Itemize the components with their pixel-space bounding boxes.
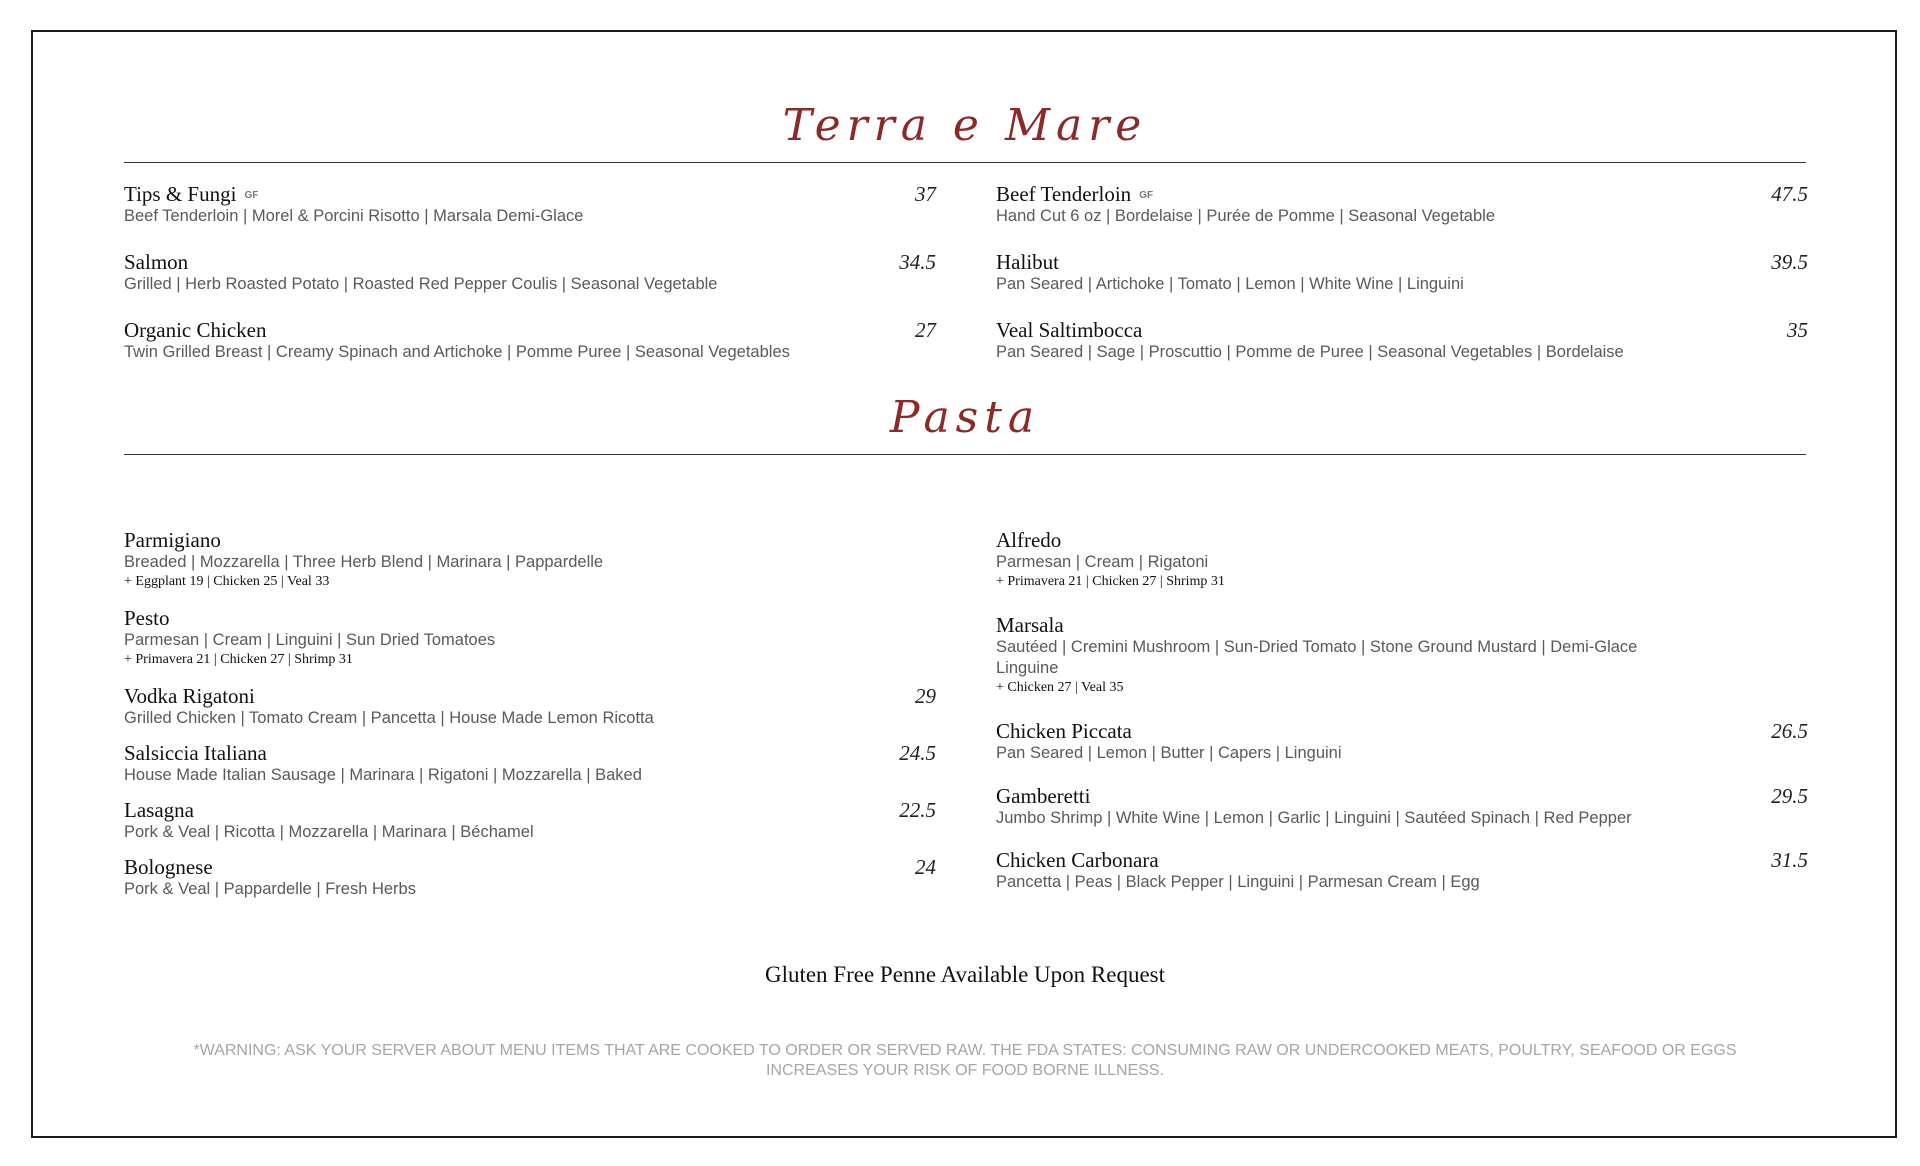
menu-item <box>996 846 1808 893</box>
menu-item <box>996 180 1808 227</box>
menu-item <box>996 526 1808 591</box>
item-price: 47.5 <box>1771 182 1808 206</box>
menu-item <box>996 717 1808 764</box>
item-name: Salmon <box>124 250 189 274</box>
item-price: 31.5 <box>1771 848 1808 872</box>
item-name: Lasagna <box>124 798 194 822</box>
item-name: Marsala <box>996 613 1064 637</box>
item-price: 35 <box>1787 318 1808 342</box>
item-description: Hand Cut 6 oz | Bordelaise | Purée de Pomme | Seasonal Vegetable <box>996 207 1495 225</box>
item-description: Parmesan | Cream | Linguini | Sun Dried Tomatoes <box>124 631 496 649</box>
item-addon-options: + Primavera 21 | Chicken 27 | Shrimp 31 <box>124 652 353 667</box>
menu-item <box>124 604 936 669</box>
item-description: Grilled | Herb Roasted Potato | Roasted Red Pepper Coulis | Seasonal Vegetable <box>124 275 718 293</box>
item-price: 39.5 <box>1771 250 1808 274</box>
item-price: 22.5 <box>899 798 936 822</box>
item-description: Pork & Veal | Pappardelle | Fresh Herbs <box>124 880 416 898</box>
item-name: Halibut <box>996 250 1059 274</box>
item-name: Chicken Piccata <box>996 719 1132 743</box>
item-description-continued: Linguine <box>996 659 1059 677</box>
item-description: Twin Grilled Breast | Creamy Spinach and Artichoke | Pomme Puree | Seasonal Vegetables <box>124 343 790 361</box>
item-price: 24 <box>915 855 936 879</box>
gluten-free-badge: GF <box>244 190 259 201</box>
item-description: Pan Seared | Artichoke | Tomato | Lemon | White Wine | Linguini <box>996 275 1464 293</box>
menu-item <box>124 248 936 295</box>
menu-item <box>124 682 936 729</box>
item-name: Pesto <box>124 606 170 630</box>
menu-item <box>124 180 936 227</box>
item-description: Sautéed | Cremini Mushroom | Sun-Dried Tomato | Stone Ground Mustard | Demi-Glace <box>996 638 1638 656</box>
item-description: Grilled Chicken | Tomato Cream | Pancetta | House Made Lemon Ricotta <box>124 709 654 727</box>
item-description: Beef Tenderloin | Morel & Porcini Risotto | Marsala Demi-Glace <box>124 207 584 225</box>
item-name: Chicken Carbonara <box>996 848 1159 872</box>
item-name: Veal Saltimbocca <box>996 318 1143 342</box>
section-divider-pasta <box>124 454 1806 455</box>
item-price: 26.5 <box>1771 719 1808 743</box>
item-addon-options: + Chicken 27 | Veal 35 <box>996 680 1124 695</box>
item-name: Tips & Fungi <box>124 182 237 206</box>
item-description: Parmesan | Cream | Rigatoni <box>996 553 1209 571</box>
item-description: Breaded | Mozzarella | Three Herb Blend | Marinara | Pappardelle <box>124 553 604 571</box>
menu-item <box>996 782 1808 829</box>
menu-item <box>124 739 936 786</box>
item-price: 29.5 <box>1771 784 1808 808</box>
item-description: Pork & Veal | Ricotta | Mozzarella | Marinara | Béchamel <box>124 823 534 841</box>
item-name: Salsiccia Italiana <box>124 741 267 765</box>
section-divider-terra <box>124 162 1806 163</box>
gluten-free-note: Gluten Free Penne Available Upon Request <box>764 962 1166 987</box>
warning-line-1: *WARNING: ASK YOUR SERVER ABOUT MENU ITEMS THAT ARE COOKED TO ORDER OR SERVED RAW. THE FDA STATES: CONSUMING RAW OR UNDERCOOKED MEATS, POULTRY, SEAFOOD OR EGGS <box>193 1042 1737 1059</box>
item-price: 24.5 <box>899 741 936 765</box>
section-title-terra-e-mare: Terra e Mare <box>782 100 1148 151</box>
menu-item <box>124 526 936 591</box>
item-name: Organic Chicken <box>124 318 267 342</box>
item-description: Pan Seared | Lemon | Butter | Capers | Linguini <box>996 744 1342 762</box>
item-description: Jumbo Shrimp | White Wine | Lemon | Garlic | Linguini | Sautéed Spinach | Red Pepper <box>996 809 1632 827</box>
menu-item <box>996 248 1808 295</box>
item-price: 29 <box>915 684 936 708</box>
section-title-pasta: Pasta <box>889 392 1041 443</box>
warning-line-2: INCREASES YOUR RISK OF FOOD BORNE ILLNESS. <box>765 1062 1164 1079</box>
item-price: 37 <box>915 182 936 206</box>
item-addon-options: + Eggplant 19 | Chicken 25 | Veal 33 <box>124 574 330 589</box>
item-description: Pancetta | Peas | Black Pepper | Linguini | Parmesan Cream | Egg <box>996 873 1480 891</box>
menu-item <box>124 853 936 900</box>
food-safety-warning <box>150 1041 1780 1081</box>
item-price: 27 <box>915 318 936 342</box>
menu-item <box>124 316 936 363</box>
item-name: Beef Tenderloin <box>996 182 1132 206</box>
item-price: 34.5 <box>899 250 936 274</box>
item-description: House Made Italian Sausage | Marinara | Rigatoni | Mozzarella | Baked <box>124 766 642 784</box>
item-name: Parmigiano <box>124 528 221 552</box>
item-name: Vodka Rigatoni <box>124 684 255 708</box>
menu-item <box>996 316 1808 363</box>
item-name: Bolognese <box>124 855 213 879</box>
menu-item <box>124 796 936 843</box>
item-name: Gamberetti <box>996 784 1091 808</box>
gluten-free-badge: GF <box>1139 190 1154 201</box>
menu-item <box>996 611 1808 697</box>
item-description: Pan Seared | Sage | Proscuttio | Pomme de Puree | Seasonal Vegetables | Bordelaise <box>996 343 1624 361</box>
item-addon-options: + Primavera 21 | Chicken 27 | Shrimp 31 <box>996 574 1225 589</box>
item-name: Alfredo <box>996 528 1062 552</box>
